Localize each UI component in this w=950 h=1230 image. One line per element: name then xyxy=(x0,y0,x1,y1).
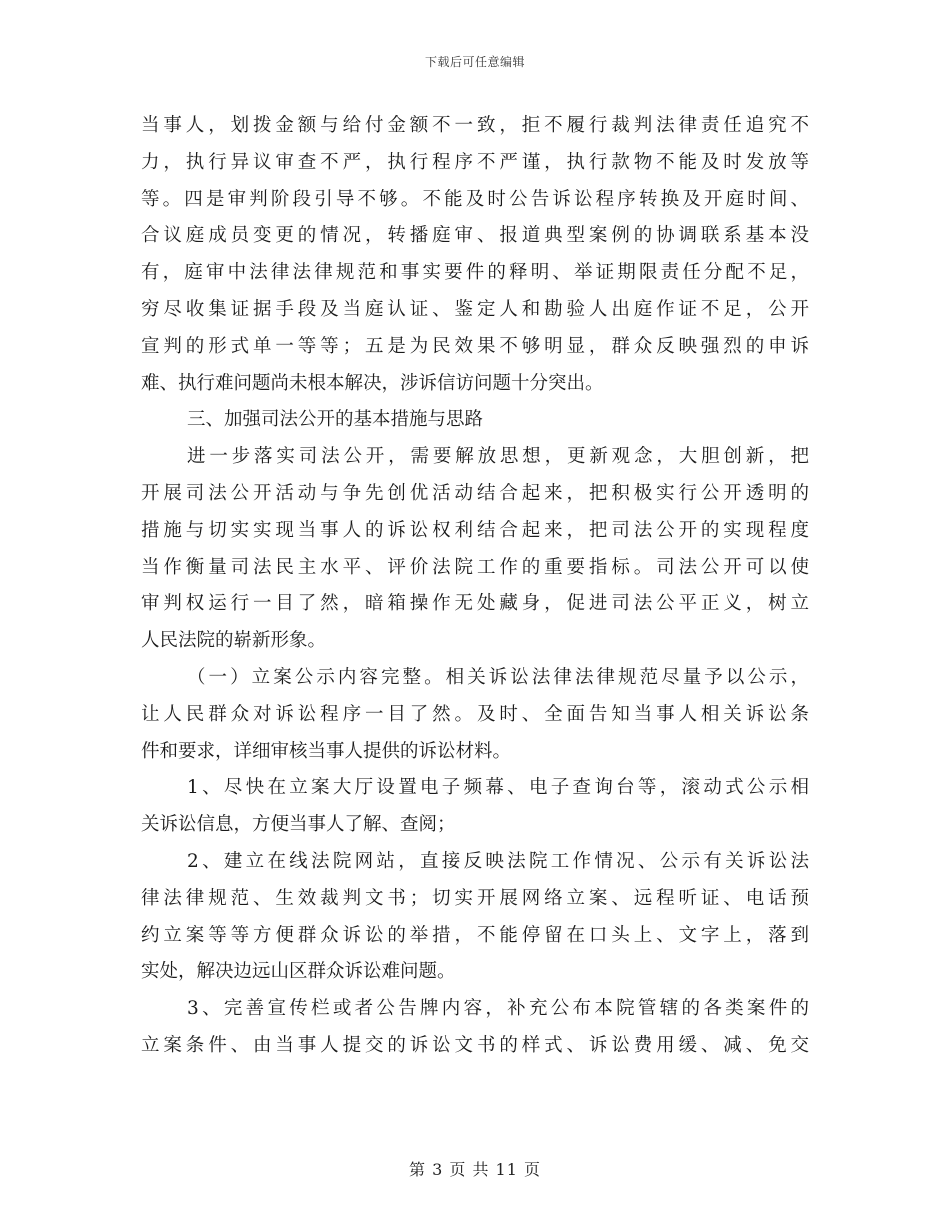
text-line: （一）立案公示内容完整。相关诉讼法律法律规范尽量予以公示， xyxy=(187,666,809,688)
text-line: 实处，解决边远山区群众诉讼难问题。 xyxy=(141,961,456,983)
text-line: 2、建立在线法院网站，直接反映法院工作情况、公示有关诉讼法 xyxy=(187,850,809,872)
text-line: 当事人，划拨金额与给付金额不一致，拒不履行裁判法律责任追究不 xyxy=(141,115,809,136)
text-line: 关诉讼信息，方便当事人了解、查阅； xyxy=(141,814,456,836)
text-line: 律法律规范、生效裁判文书；切实开展网络立案、远程听证、电话预 xyxy=(141,887,809,909)
text-line: 1、尽快在立案大厅设置电子频幕、电子查询台等，滚动式公示相 xyxy=(187,777,809,799)
page-header: 下载后可任意编辑 xyxy=(424,55,525,69)
text-line: 进一步落实司法公开，需要解放思想，更新观念，大胆创新，把 xyxy=(187,446,809,468)
text-line: 件和要求，详细审核当事人提供的诉讼材料。 xyxy=(141,740,512,762)
text-line: 开展司法公开活动与争先创优活动结合起来，把积极实行公开透明的 xyxy=(141,482,809,504)
text-line: 等。四是审判阶段引导不够。不能及时公告诉讼程序转换及开庭时间、 xyxy=(141,188,809,210)
page-footer: 第 3 页 共 11 页 xyxy=(409,1160,541,1179)
text-line: 约立案等等方便群众诉讼的举措，不能停留在口头上、文字上，落到 xyxy=(141,924,809,946)
text-line: 穷尽收集证据手段及当庭认证、鉴定人和勘验人出庭作证不足，公开 xyxy=(141,298,809,320)
text-line: 宣判的形式单一等等；五是为民效果不够明显，群众反映强烈的申诉 xyxy=(141,335,809,357)
text-line: 让人民群众对诉讼程序一目了然。及时、全面告知当事人相关诉讼条 xyxy=(141,703,809,725)
text-line: 力，执行异议审查不严，执行程序不严谨，执行款物不能及时发放等 xyxy=(141,151,809,173)
text-line: 当作衡量司法民主水平、评价法院工作的重要指标。司法公开可以使 xyxy=(141,556,809,578)
body-text xyxy=(141,108,809,1065)
text-line: 审判权运行一目了然，暗箱操作无处藏身，促进司法公平正义，树立 xyxy=(141,593,809,615)
text-line: 3、完善宣传栏或者公告牌内容，补充公布本院管辖的各类案件的 xyxy=(187,998,809,1020)
text-line: 人民法院的崭新形象。 xyxy=(141,630,327,652)
text-line: 措施与切实实现当事人的诉讼权利结合起来，把司法公开的实现程度 xyxy=(141,519,809,541)
text-line: 三、加强司法公开的基本措施与思路 xyxy=(187,409,484,431)
text-line: 合议庭成员变更的情况，转播庭审、报道典型案例的协调联系基本没 xyxy=(141,225,809,247)
text-line: 有，庭审中法律法律规范和事实要件的释明、举证期限责任分配不足， xyxy=(141,262,809,284)
text-line: 难、执行难问题尚未根本解决，涉诉信访问题十分突出。 xyxy=(141,372,604,394)
text-line: 立案条件、由当事人提交的诉讼文书的样式、诉讼费用缓、减、免交 xyxy=(141,1034,809,1056)
